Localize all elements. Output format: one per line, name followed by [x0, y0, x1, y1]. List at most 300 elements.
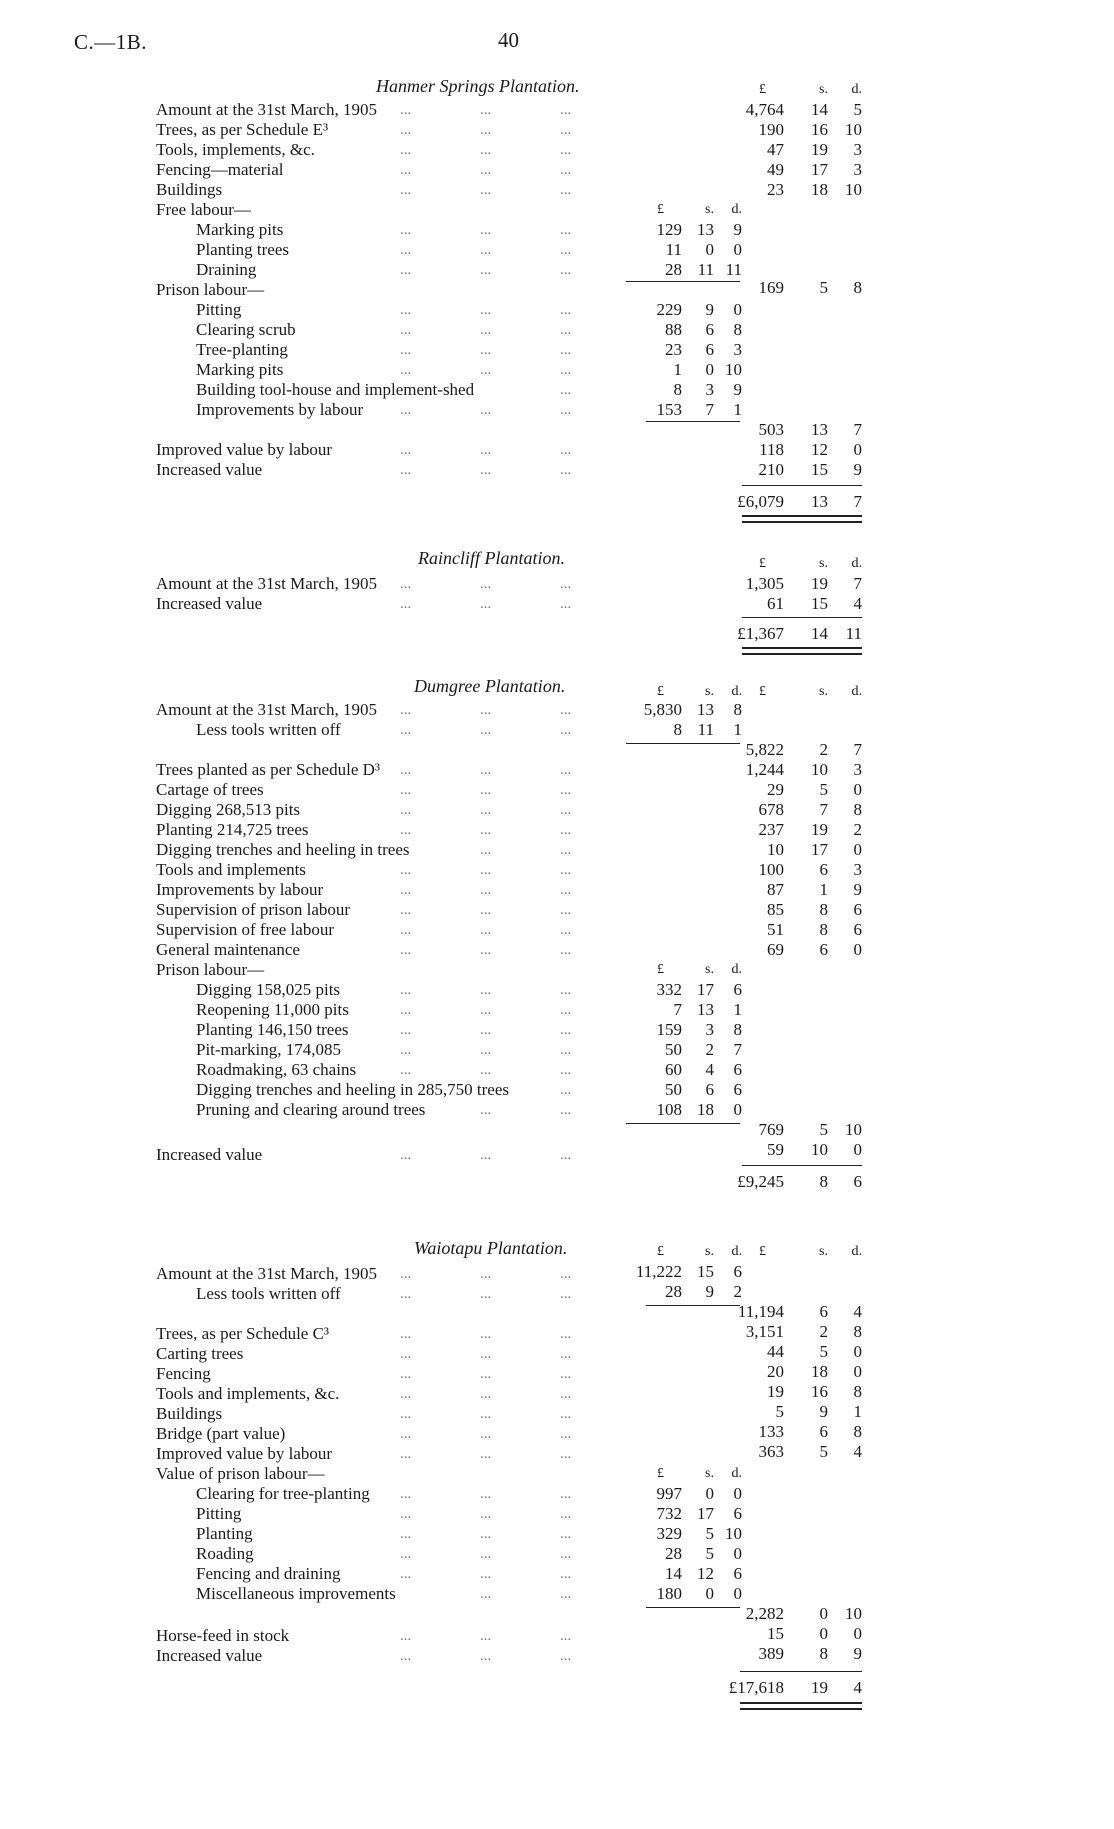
leader-dots: ...: [480, 1346, 492, 1362]
waiotapu-prison-inner-shillings-symbol: s.: [705, 1466, 714, 1481]
raincliff-item-shillings: 15: [811, 594, 828, 613]
hanmer-prison-labour-label: Pitting: [196, 300, 242, 319]
dumgree-item-shillings: 17: [811, 840, 828, 859]
dumgree-item-pounds: 51: [767, 920, 784, 939]
rule-line: [740, 1671, 862, 1672]
waiotapu-prison-labour-shillings: 12: [697, 1564, 714, 1583]
waiotapu-amount-pounds: 11,222: [635, 1262, 682, 1281]
hanmer-free-labour-shillings: 13: [697, 220, 714, 239]
leader-dots: ...: [480, 1406, 492, 1422]
waiotapu-item-label: Fencing: [156, 1364, 211, 1383]
waiotapu-after-pence: 9: [853, 1644, 862, 1663]
dumgree-total-pounds: £9,245: [737, 1172, 784, 1191]
leader-dots: ...: [480, 1386, 492, 1402]
dumgree-item-pounds: 237: [758, 820, 784, 839]
leader-dots: ...: [480, 1102, 492, 1118]
leader-dots: ...: [480, 822, 492, 838]
waiotapu-inner-pence-symbol: d.: [731, 1244, 742, 1259]
leader-dots: ...: [480, 596, 492, 612]
hanmer-prison-labour-pence: 3: [733, 340, 742, 359]
waiotapu-prison-labour-pence: 10: [725, 1524, 742, 1543]
dumgree-item-pence: 8: [853, 800, 862, 819]
hanmer-free-labour-total-shillings: 5: [819, 278, 828, 297]
dumgree-item-pence: 3: [853, 860, 862, 879]
hanmer-after-pounds: 118: [759, 440, 784, 459]
double-rule: [742, 515, 862, 523]
waiotapu-item-label: Buildings: [156, 1404, 223, 1423]
leader-dots: ...: [560, 822, 572, 838]
leader-dots: ...: [400, 1648, 412, 1664]
leader-dots: ...: [480, 322, 492, 338]
leader-dots: ...: [560, 942, 572, 958]
dumgree-total-pence: 6: [853, 1172, 862, 1191]
dumgree-prison-labour-total-shillings: 5: [819, 1120, 828, 1139]
waiotapu-item-pounds: 133: [758, 1422, 784, 1441]
dumgree-prison-labour-shillings: 13: [697, 1000, 714, 1019]
dumgree-item-pounds: 69: [767, 940, 784, 959]
leader-dots: ...: [400, 596, 412, 612]
hanmer-prison-labour-label: Building tool-house and implement-shed: [196, 380, 475, 399]
raincliff-total-shillings: 14: [811, 624, 828, 643]
hanmer-prison-labour-pounds: 1: [673, 360, 682, 379]
leader-dots: ...: [480, 1506, 492, 1522]
document-code: C.—1B.: [74, 30, 148, 54]
leader-dots: ...: [560, 1326, 572, 1342]
waiotapu-prison-labour-pence: 0: [733, 1584, 742, 1603]
leader-dots: ...: [560, 122, 572, 138]
hanmer-free-labour-label: Marking pits: [196, 220, 284, 239]
waiotapu-item-pounds: 3,151: [745, 1322, 784, 1341]
leader-dots: ...: [560, 782, 572, 798]
waiotapu-amount-pence: 6: [733, 1262, 742, 1281]
leader-dots: ...: [480, 302, 492, 318]
waiotapu-item-label: Improved value by labour: [156, 1444, 333, 1463]
dumgree-prison-labour-label: Planting 146,150 trees: [196, 1020, 349, 1039]
dumgree-item-pounds: 10: [767, 840, 784, 859]
waiotapu-item-pounds: 363: [758, 1442, 784, 1461]
dumgree-item-label: Digging trenches and heeling in trees: [156, 840, 410, 859]
waiotapu-prison-labour-shillings: 0: [705, 1584, 714, 1603]
leader-dots: ...: [560, 882, 572, 898]
leader-dots: ...: [560, 362, 572, 378]
dumgree-prison-labour-total-pounds: 769: [758, 1120, 784, 1139]
rule-line: [742, 1165, 862, 1166]
leader-dots: ...: [400, 1526, 412, 1542]
hanmer-item-shillings: 19: [811, 140, 828, 159]
rule-line: [626, 743, 740, 744]
hanmer-prison-labour-shillings: 0: [705, 360, 714, 379]
dumgree-prison-inner-shillings-symbol: s.: [705, 962, 714, 977]
leader-dots: ...: [560, 862, 572, 878]
dumgree-increased-pounds: 59: [767, 1140, 784, 1159]
hanmer-free-labour-pence: 0: [733, 240, 742, 259]
hanmer-prison-labour-pounds: 229: [656, 300, 682, 319]
waiotapu-amount-shillings: 15: [697, 1262, 714, 1281]
leader-dots: ...: [560, 1022, 572, 1038]
double-rule: [740, 1702, 862, 1710]
dumgree-prison-labour-label: Pit-marking, 174,085: [196, 1040, 341, 1059]
dumgree-prison-labour-label: Pruning and clearing around trees: [196, 1100, 426, 1119]
leader-dots: ...: [480, 1266, 492, 1282]
waiotapu-item-pence: 1: [853, 1402, 862, 1421]
hanmer-after-pence: 9: [853, 460, 862, 479]
leader-dots: ...: [400, 1446, 412, 1462]
waiotapu-item-shillings: 6: [819, 1422, 828, 1441]
leader-dots: ...: [560, 1506, 572, 1522]
leader-dots: ...: [480, 1426, 492, 1442]
dumgree-increased-label: Increased value: [156, 1145, 263, 1164]
leader-dots: ...: [400, 782, 412, 798]
waiotapu-prison-labour-total-pounds: 2,282: [745, 1604, 784, 1623]
hanmer-free-labour-pence: 11: [725, 260, 742, 279]
leader-dots: ...: [480, 1366, 492, 1382]
leader-dots: ...: [400, 1286, 412, 1302]
leader-dots: ...: [480, 182, 492, 198]
leader-dots: ...: [480, 1286, 492, 1302]
hanmer-item-pence: 5: [853, 100, 862, 119]
dumgree-prison-labour-pence: 1: [733, 1000, 742, 1019]
waiotapu-prison-inner-pounds-symbol: £: [657, 1466, 664, 1481]
hanmer-item-shillings: 17: [811, 160, 828, 179]
hanmer-free-labour-label: Draining: [196, 260, 257, 279]
hanmer-free-labour-shillings: 0: [705, 240, 714, 259]
dumgree-prison-labour-pounds: 50: [665, 1080, 682, 1099]
dumgree-inner-pounds-symbol: £: [657, 684, 664, 699]
waiotapu-prison-inner-pence-symbol: d.: [731, 1466, 742, 1481]
dumgree-item-shillings: 7: [819, 800, 828, 819]
raincliff-item-shillings: 19: [811, 574, 828, 593]
waiotapu-item-shillings: 5: [819, 1342, 828, 1361]
dumgree-inner-pence-symbol: d.: [731, 684, 742, 699]
hanmer-free-labour-heading: Free labour—: [156, 200, 251, 219]
dumgree-item-pence: 0: [853, 940, 862, 959]
waiotapu-prison-labour-pounds: 180: [656, 1584, 682, 1603]
leader-dots: ...: [480, 782, 492, 798]
leader-dots: ...: [400, 702, 412, 718]
leader-dots: ...: [560, 402, 572, 418]
waiotapu-item-pence: 8: [853, 1422, 862, 1441]
hanmer-after-shillings: 15: [811, 460, 828, 479]
leader-dots: ...: [560, 142, 572, 158]
dumgree-less-tools-shillings: 11: [697, 720, 714, 739]
raincliff-outer-pounds-symbol: £: [759, 556, 766, 571]
leader-dots: ...: [560, 722, 572, 738]
dumgree-prison-labour-label: Digging 158,025 pits: [196, 980, 341, 999]
dumgree-outer-shillings-symbol: s.: [819, 684, 828, 699]
hanmer-prison-labour-heading: Prison labour—: [156, 280, 265, 299]
waiotapu-prison-labour-label: Pitting: [196, 1504, 242, 1523]
leader-dots: ...: [400, 1062, 412, 1078]
hanmer-free-labour-pence: 9: [733, 220, 742, 239]
waiotapu-item-pence: 4: [853, 1442, 862, 1461]
waiotapu-item-pounds: 44: [767, 1342, 784, 1361]
leader-dots: ...: [400, 1266, 412, 1282]
section-title-raincliff: Raincliff Plantation.: [418, 548, 565, 568]
dumgree-item-shillings: 6: [819, 940, 828, 959]
leader-dots: ...: [480, 576, 492, 592]
hanmer-item-label: Fencing—material: [156, 160, 284, 179]
leader-dots: ...: [560, 262, 572, 278]
leader-dots: ...: [560, 1147, 572, 1163]
leader-dots: ...: [480, 462, 492, 478]
leader-dots: ...: [480, 242, 492, 258]
dumgree-outer-pence-symbol: d.: [851, 684, 862, 699]
section-title-hanmer: Hanmer Springs Plantation.: [376, 76, 580, 96]
hanmer-after-shillings: 12: [811, 440, 828, 459]
leader-dots: ...: [480, 102, 492, 118]
dumgree-inner-shillings-symbol: s.: [705, 684, 714, 699]
waiotapu-item-label: Tools and implements, &c.: [156, 1384, 340, 1403]
leader-dots: ...: [560, 1546, 572, 1562]
dumgree-item-pounds: 87: [767, 880, 784, 899]
leader-dots: ...: [400, 762, 412, 778]
dumgree-item-label: Planting 214,725 trees: [156, 820, 309, 839]
raincliff-item-pounds: 1,305: [745, 574, 784, 593]
hanmer-prison-labour-pence: 10: [725, 360, 742, 379]
hanmer-item-label: Tools, implements, &c.: [156, 140, 315, 159]
hanmer-item-shillings: 18: [811, 180, 828, 199]
leader-dots: ...: [560, 342, 572, 358]
dumgree-item-label: Digging 268,513 pits: [156, 800, 301, 819]
leader-dots: ...: [560, 1266, 572, 1282]
hanmer-item-label: Buildings: [156, 180, 223, 199]
leader-dots: ...: [400, 362, 412, 378]
rule-line: [626, 1123, 740, 1124]
leader-dots: ...: [560, 1586, 572, 1602]
leader-dots: ...: [400, 162, 412, 178]
waiotapu-after-shillings: 0: [819, 1624, 828, 1643]
waiotapu-item-pence: 8: [853, 1382, 862, 1401]
hanmer-total-pence: 7: [853, 492, 862, 511]
dumgree-prison-labour-pence: 6: [733, 980, 742, 999]
leader-dots: ...: [560, 102, 572, 118]
dumgree-prison-labour-pence: 6: [733, 1060, 742, 1079]
waiotapu-after-pounds: 389: [758, 1644, 784, 1663]
leader-dots: ...: [400, 882, 412, 898]
waiotapu-item-pounds: 19: [767, 1382, 784, 1401]
hanmer-prison-labour-total-pounds: 503: [758, 420, 784, 439]
hanmer-after-label: Improved value by labour: [156, 440, 333, 459]
waiotapu-prison-labour-label: Miscellaneous improvements: [196, 1584, 396, 1603]
waiotapu-less-tools-shillings: 9: [705, 1282, 714, 1301]
leader-dots: ...: [560, 596, 572, 612]
leader-dots: ...: [400, 1346, 412, 1362]
waiotapu-outer-pounds-symbol: £: [759, 1244, 766, 1259]
raincliff-item-label: Increased value: [156, 594, 263, 613]
leader-dots: ...: [560, 1062, 572, 1078]
raincliff-item-label: Amount at the 31st March, 1905: [156, 574, 377, 593]
leader-dots: ...: [560, 1366, 572, 1382]
dumgree-item-shillings: 10: [811, 760, 828, 779]
hanmer-prison-labour-label: Clearing scrub: [196, 320, 296, 339]
dumgree-prison-labour-pence: 6: [733, 1080, 742, 1099]
dumgree-prison-labour-pence: 0: [733, 1100, 742, 1119]
waiotapu-item-pounds: 5: [775, 1402, 784, 1421]
waiotapu-prison-labour-pounds: 28: [665, 1544, 682, 1563]
hanmer-prison-labour-shillings: 7: [705, 400, 714, 419]
waiotapu-less-tools-pounds: 28: [665, 1282, 682, 1301]
waiotapu-total-pounds: £17,618: [728, 1678, 784, 1697]
hanmer-item-pence: 3: [853, 140, 862, 159]
hanmer-after-pence: 0: [853, 440, 862, 459]
waiotapu-prison-labour-pence: 6: [733, 1504, 742, 1523]
hanmer-inner-pence-symbol: d.: [731, 202, 742, 217]
leader-dots: ...: [560, 1446, 572, 1462]
waiotapu-inner-pounds-symbol: £: [657, 1244, 664, 1259]
dumgree-item-pence: 2: [853, 820, 862, 839]
waiotapu-less-tools-pence: 2: [733, 1282, 742, 1301]
waiotapu-item-shillings: 5: [819, 1442, 828, 1461]
dumgree-increased-shillings: 10: [811, 1140, 828, 1159]
dumgree-prison-labour-shillings: 2: [705, 1040, 714, 1059]
rule-line: [742, 617, 862, 618]
dumgree-prison-labour-pounds: 50: [665, 1040, 682, 1059]
dumgree-net-pence: 7: [853, 740, 862, 759]
leader-dots: ...: [560, 576, 572, 592]
leader-dots: ...: [400, 302, 412, 318]
leader-dots: ...: [560, 802, 572, 818]
leader-dots: ...: [480, 702, 492, 718]
dumgree-item-pounds: 678: [758, 800, 784, 819]
leader-dots: ...: [480, 1002, 492, 1018]
leader-dots: ...: [480, 722, 492, 738]
hanmer-prison-labour-pounds: 88: [665, 320, 682, 339]
leader-dots: ...: [480, 222, 492, 238]
hanmer-inner-shillings-symbol: s.: [705, 202, 714, 217]
waiotapu-prison-labour-total-pence: 10: [845, 1604, 862, 1623]
leader-dots: ...: [400, 942, 412, 958]
leader-dots: ...: [480, 1566, 492, 1582]
dumgree-less-tools-label: Less tools written off: [196, 720, 341, 739]
waiotapu-prison-labour-label: Fencing and draining: [196, 1564, 341, 1583]
waiotapu-prison-labour-total-shillings: 0: [819, 1604, 828, 1623]
waiotapu-prison-labour-shillings: 5: [705, 1524, 714, 1543]
leader-dots: ...: [560, 222, 572, 238]
hanmer-item-shillings: 16: [811, 120, 828, 139]
leader-dots: ...: [480, 802, 492, 818]
waiotapu-item-shillings: 9: [819, 1402, 828, 1421]
dumgree-item-label: Supervision of free labour: [156, 920, 334, 939]
hanmer-prison-labour-pence: 8: [733, 320, 742, 339]
dumgree-prison-labour-pounds: 159: [656, 1020, 682, 1039]
leader-dots: ...: [400, 182, 412, 198]
dumgree-item-shillings: 8: [819, 920, 828, 939]
dumgree-prison-labour-pounds: 332: [656, 980, 682, 999]
leader-dots: ...: [560, 982, 572, 998]
dumgree-amount-shillings: 13: [697, 700, 714, 719]
dumgree-item-pence: 9: [853, 880, 862, 899]
leader-dots: ...: [560, 1566, 572, 1582]
leader-dots: ...: [480, 162, 492, 178]
leader-dots: ...: [400, 1002, 412, 1018]
dumgree-prison-labour-label: Roadmaking, 63 chains: [196, 1060, 357, 1079]
hanmer-item-pounds: 190: [758, 120, 784, 139]
leader-dots: ...: [480, 1628, 492, 1644]
leader-dots: ...: [400, 1022, 412, 1038]
leader-dots: ...: [480, 1546, 492, 1562]
leader-dots: ...: [400, 1486, 412, 1502]
hanmer-outer-shillings-symbol: s.: [819, 82, 828, 97]
waiotapu-prison-labour-pence: 0: [733, 1484, 742, 1503]
waiotapu-item-shillings: 16: [811, 1382, 828, 1401]
waiotapu-prison-labour-shillings: 17: [697, 1504, 714, 1523]
leader-dots: ...: [480, 1586, 492, 1602]
leader-dots: ...: [480, 402, 492, 418]
waiotapu-prison-labour-label: Planting: [196, 1524, 253, 1543]
leader-dots: ...: [560, 382, 572, 398]
hanmer-prison-labour-pounds: 23: [665, 340, 682, 359]
hanmer-item-pence: 10: [845, 120, 862, 139]
hanmer-prison-labour-label: Improvements by labour: [196, 400, 364, 419]
leader-dots: ...: [400, 1386, 412, 1402]
leader-dots: ...: [480, 1648, 492, 1664]
hanmer-item-pence: 10: [845, 180, 862, 199]
rule-line: [626, 281, 740, 282]
raincliff-item-pounds: 61: [767, 594, 784, 613]
hanmer-item-pounds: 4,764: [745, 100, 784, 119]
dumgree-prison-labour-pounds: 60: [665, 1060, 682, 1079]
hanmer-outer-pence-symbol: d.: [851, 82, 862, 97]
leader-dots: ...: [480, 1062, 492, 1078]
hanmer-item-pence: 3: [853, 160, 862, 179]
dumgree-item-shillings: 6: [819, 860, 828, 879]
hanmer-prison-labour-label: Tree-planting: [196, 340, 288, 359]
dumgree-prison-labour-pounds: 108: [656, 1100, 682, 1119]
hanmer-free-labour-label: Planting trees: [196, 240, 290, 259]
waiotapu-prison-labour-heading: Value of prison labour—: [156, 1464, 325, 1483]
hanmer-free-labour-pounds: 28: [665, 260, 682, 279]
dumgree-total-shillings: 8: [819, 1172, 828, 1191]
section-title-dumgree: Dumgree Plantation.: [414, 676, 566, 696]
waiotapu-prison-labour-shillings: 5: [705, 1544, 714, 1563]
leader-dots: ...: [400, 462, 412, 478]
leader-dots: ...: [400, 322, 412, 338]
dumgree-item-pence: 3: [853, 760, 862, 779]
leader-dots: ...: [400, 222, 412, 238]
dumgree-prison-labour-label: Digging trenches and heeling in 285,750 trees: [196, 1080, 510, 1099]
hanmer-after-label: Increased value: [156, 460, 263, 479]
dumgree-item-label: Supervision of prison labour: [156, 900, 351, 919]
raincliff-total-pence: 11: [845, 624, 862, 643]
leader-dots: ...: [560, 322, 572, 338]
dumgree-prison-labour-pounds: 7: [673, 1000, 682, 1019]
hanmer-item-label: Amount at the 31st March, 1905: [156, 100, 377, 119]
dumgree-prison-labour-heading: Prison labour—: [156, 960, 265, 979]
dumgree-prison-labour-shillings: 3: [705, 1020, 714, 1039]
leader-dots: ...: [560, 162, 572, 178]
hanmer-prison-labour-shillings: 9: [705, 300, 714, 319]
leader-dots: ...: [560, 1346, 572, 1362]
waiotapu-item-shillings: 2: [819, 1322, 828, 1341]
dumgree-less-tools-pounds: 8: [673, 720, 682, 739]
waiotapu-inner-shillings-symbol: s.: [705, 1244, 714, 1259]
hanmer-after-pounds: 210: [758, 460, 784, 479]
hanmer-prison-labour-pence: 1: [733, 400, 742, 419]
dumgree-prison-labour-shillings: 6: [705, 1080, 714, 1099]
hanmer-item-pounds: 49: [767, 160, 784, 179]
hanmer-free-labour-total-pounds: 169: [758, 278, 784, 297]
hanmer-prison-labour-shillings: 6: [705, 340, 714, 359]
dumgree-prison-labour-pence: 8: [733, 1020, 742, 1039]
dumgree-prison-labour-shillings: 17: [697, 980, 714, 999]
leader-dots: ...: [480, 262, 492, 278]
waiotapu-prison-labour-label: Roading: [196, 1544, 254, 1563]
waiotapu-after-pence: 0: [853, 1624, 862, 1643]
leader-dots: ...: [480, 342, 492, 358]
hanmer-prison-labour-pounds: 153: [656, 400, 682, 419]
leader-dots: ...: [480, 1526, 492, 1542]
dumgree-item-shillings: 5: [819, 780, 828, 799]
